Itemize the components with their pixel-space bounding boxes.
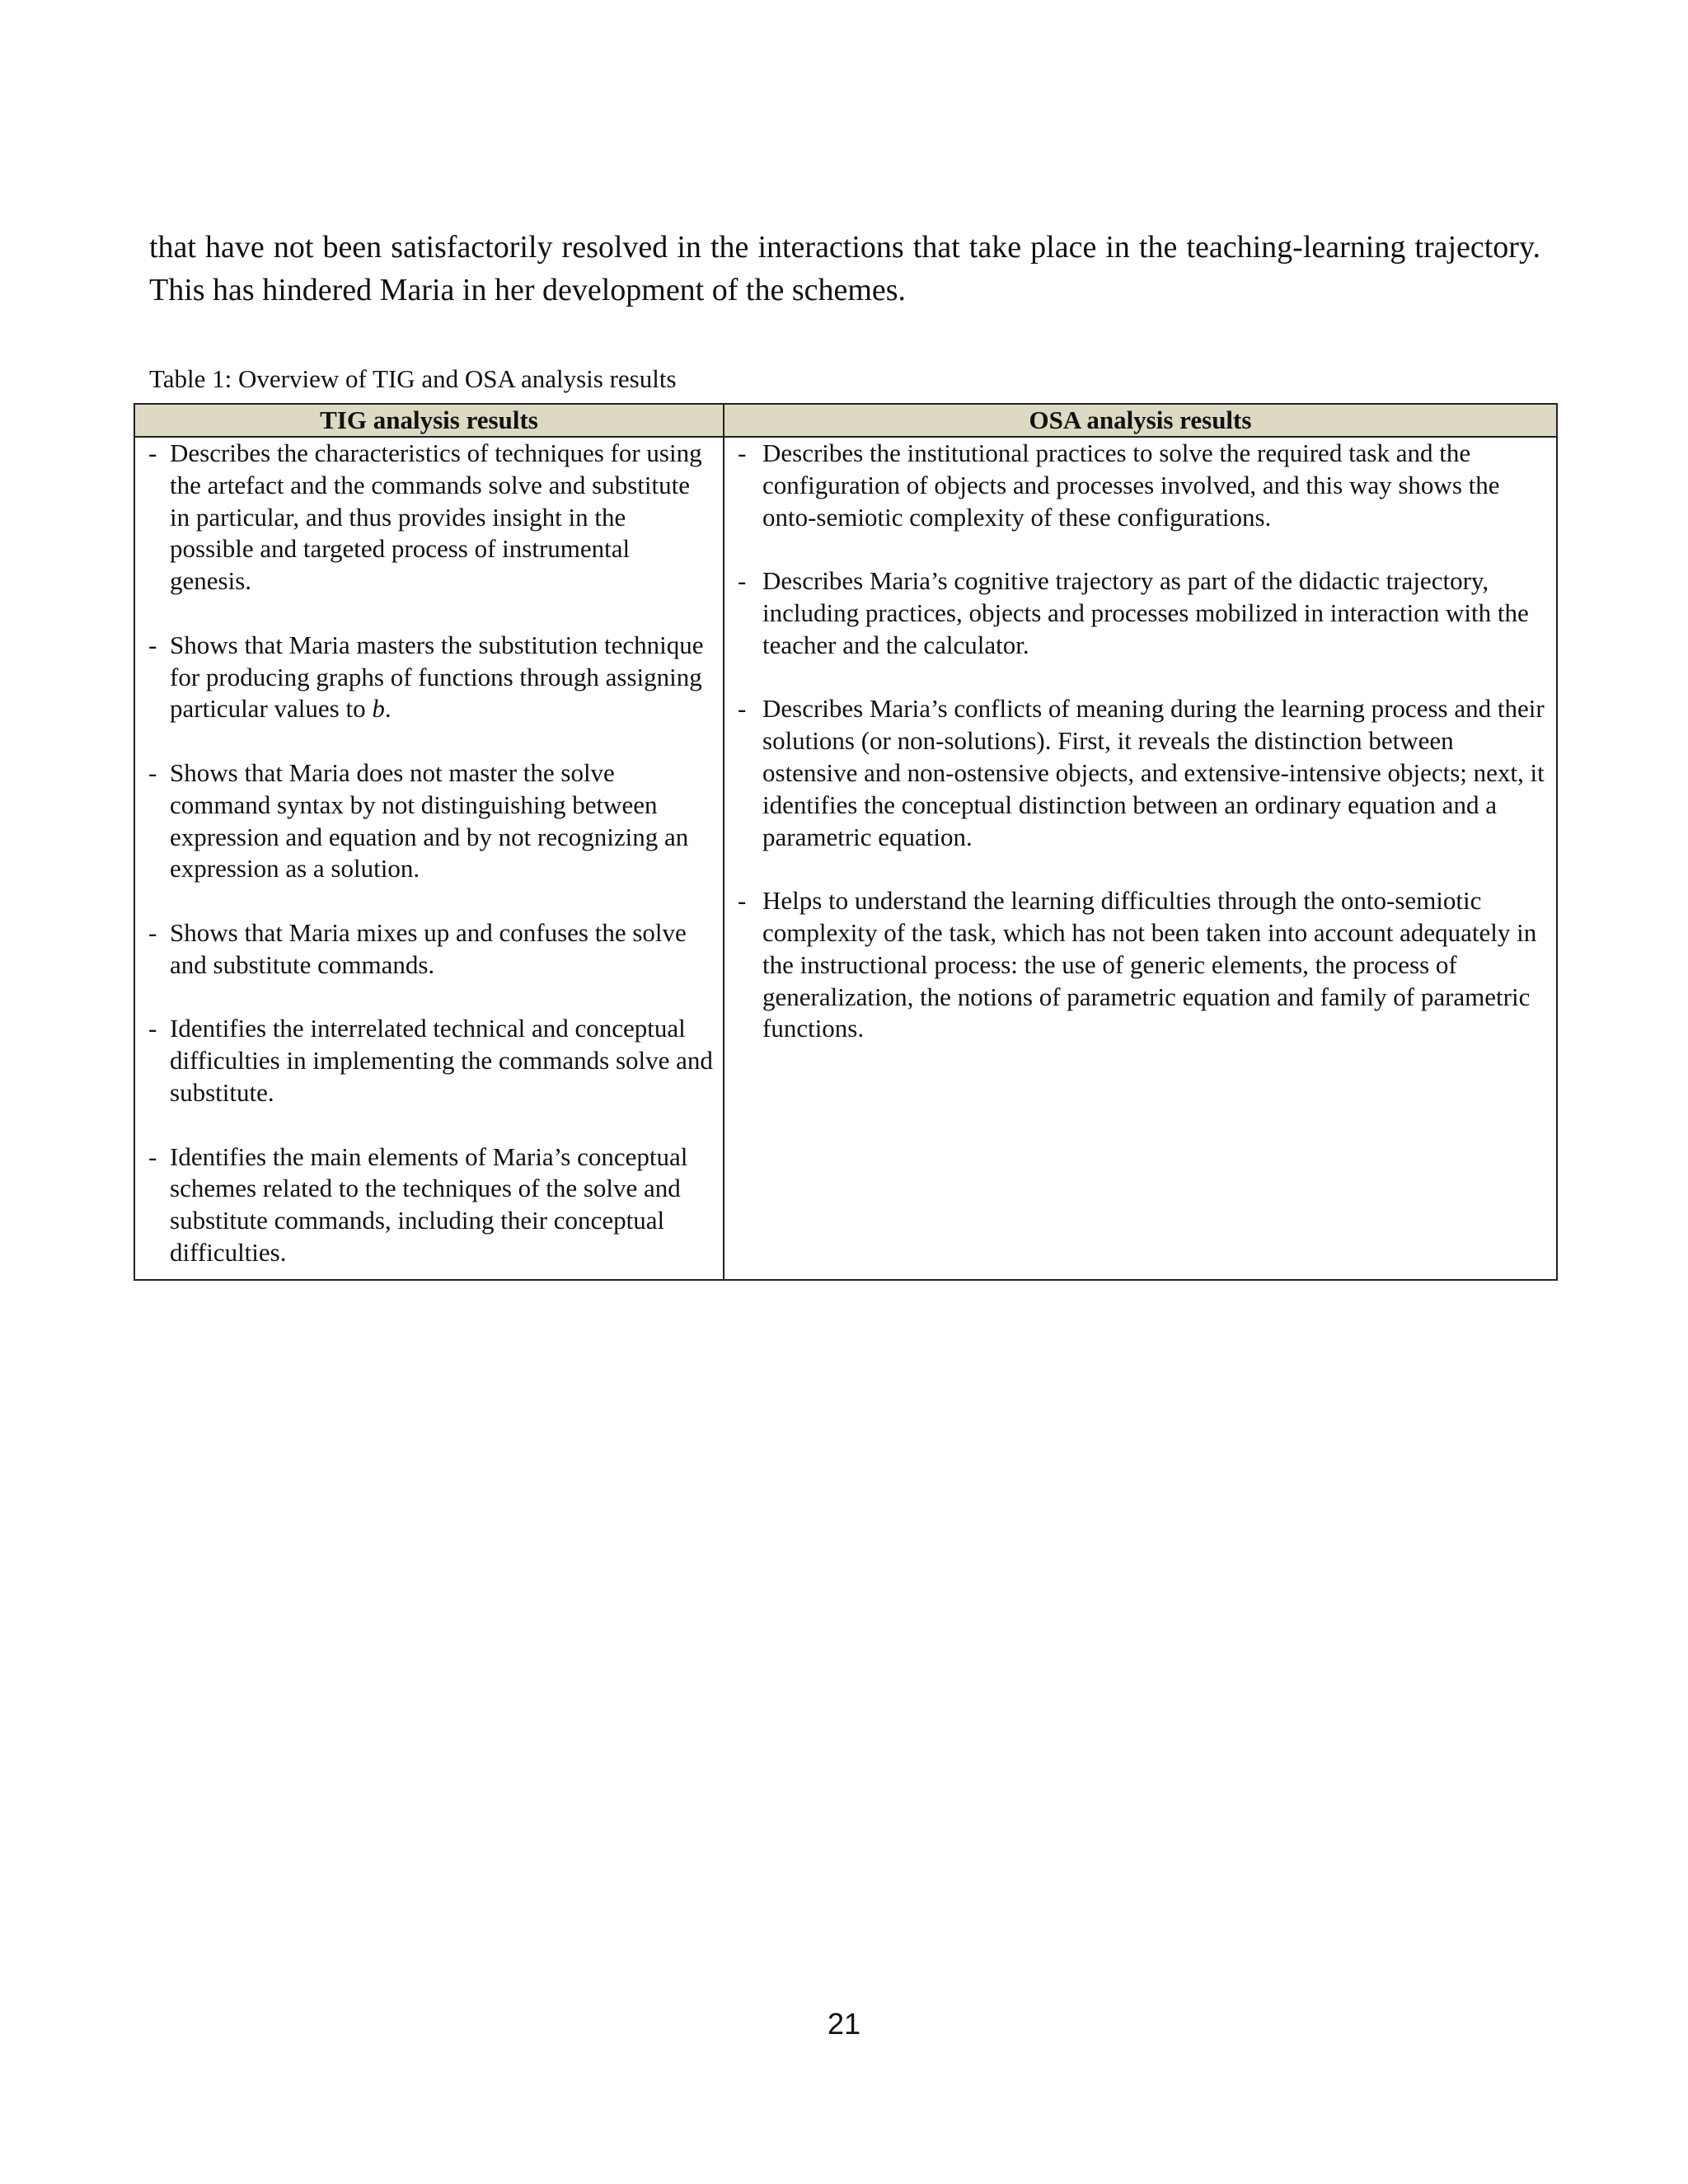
list-item	[135, 1141, 723, 1269]
bullet-dash: -	[738, 566, 747, 596]
list-item	[724, 693, 1556, 853]
list-item	[724, 885, 1556, 1045]
bullet-dash: -	[738, 694, 747, 724]
tig-results-cell	[134, 437, 724, 1280]
list-item	[135, 1013, 723, 1108]
list-item-text: Identifies the interrelated technical and conceptual difficulties in implementing the commands solve and substitute.	[170, 1014, 713, 1107]
list-item	[135, 438, 723, 598]
bullet-dash: -	[148, 630, 157, 659]
list-item-text: Describes Maria’s cognitive trajectory as part of the didactic trajectory, including practices, objects and processes mobilized in interaction with the teacher and the calculator.	[762, 566, 1529, 659]
list-item	[135, 630, 723, 725]
list-item-text: Describes the characteristics of techniques for using the artefact and the commands solve and substitute in particular, and thus provides insight in the possible and targeted process of instrumental genesis.	[170, 438, 702, 596]
list-item	[724, 438, 1556, 533]
bullet-dash: -	[148, 917, 157, 947]
osa-results-list	[724, 438, 1556, 1045]
list-item-text: Identifies the main elements of Maria’s conceptual schemes related to the techniques of the solve and substitute commands, including their conceptual difficulties.	[170, 1141, 688, 1267]
osa-results-cell	[724, 437, 1557, 1280]
tig-header: TIG analysis results	[134, 404, 724, 437]
list-item	[135, 917, 723, 982]
bullet-dash: -	[738, 438, 747, 467]
table-header-row	[134, 404, 1557, 437]
bullet-dash: -	[148, 438, 157, 467]
table-body-row	[134, 437, 1557, 1280]
list-item-text: Shows that Maria mixes up and confuses the solve and substitute commands.	[170, 917, 687, 979]
bullet-dash: -	[148, 1014, 157, 1043]
list-item-text: Shows that Maria masters the substitution technique for producing graphs of functions through assigning particular values to	[170, 630, 704, 724]
bullet-dash: -	[148, 1141, 157, 1171]
results-table	[134, 403, 1558, 1281]
table-caption: Table 1: Overview of TIG and OSA analysis results	[149, 364, 677, 393]
list-item-text: Helps to understand the learning difficulties through the onto-semiotic complexity of the task, which has not been taken into account adequately in the instructional process: the use of generic elements, the process of generalization, the notions of parametric equation and family of parametric functions.	[762, 886, 1537, 1043]
list-item-tail: .	[384, 694, 392, 724]
italic-variable: b	[372, 694, 385, 724]
bullet-dash: -	[738, 886, 747, 916]
list-item-text: Shows that Maria does not master the solve command syntax by not distinguishing between expression and equation and by not recognizing an expression as a solution.	[170, 757, 689, 883]
list-item-text: Describes the institutional practices to solve the required task and the configuration of objects and processes involved, and this way shows the onto-semiotic complexity of these configurations.	[762, 438, 1500, 532]
page-number: 21	[827, 2007, 861, 2041]
intro-paragraph: that have not been satisfactorily resolved in the interactions that take place in the teaching-learning trajectory. This has hindered Maria in her development of the schemes.	[149, 230, 1540, 307]
osa-header: OSA analysis results	[724, 404, 1557, 437]
list-item-text: Describes Maria’s conflicts of meaning during the learning process and their solutions (or non-solutions). First, it reveals the distinction between ostensive and non-ostensive objects, and extensive-intensive objects; next, it identifies the conceptual distinction between an ordinary equation and a parametric equation.	[762, 694, 1545, 851]
bullet-dash: -	[148, 757, 157, 787]
tig-results-list	[135, 438, 723, 1269]
list-item	[135, 757, 723, 885]
list-item	[724, 565, 1556, 661]
